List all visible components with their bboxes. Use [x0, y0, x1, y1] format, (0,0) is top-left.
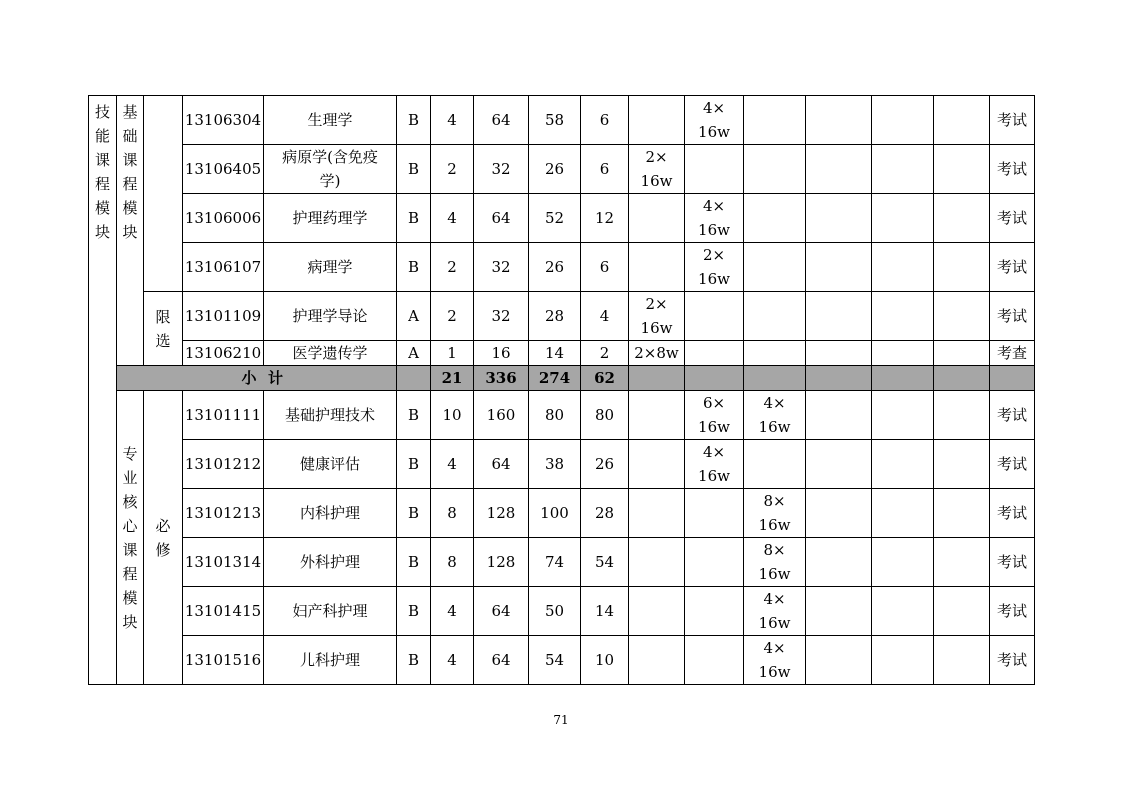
cell-s5	[872, 636, 934, 685]
cell-name: 内科护理	[264, 489, 397, 538]
cell-s3	[744, 243, 806, 292]
cell-practice: 6	[581, 96, 629, 145]
cell-s4	[806, 96, 872, 145]
curriculum-table	[88, 95, 1035, 685]
cell-practice: 14	[581, 587, 629, 636]
cell-hours: 128	[474, 489, 529, 538]
cell-s2	[685, 587, 744, 636]
cell-practice: 10	[581, 636, 629, 685]
cell-name: 护理学导论	[264, 292, 397, 341]
cell-theory: 74	[529, 538, 581, 587]
subtotal-row	[89, 366, 1035, 391]
cell-s1	[629, 587, 685, 636]
cell-cat: B	[397, 636, 431, 685]
cell-hours: 64	[474, 96, 529, 145]
table-row	[89, 341, 1035, 366]
cell-cat: B	[397, 391, 431, 440]
cell-s6	[934, 391, 990, 440]
module-basic-cell: 基 础 课 程 模 块	[117, 96, 144, 366]
cell-name: 医学遗传学	[264, 341, 397, 366]
cell-s6	[934, 636, 990, 685]
cell-s5	[872, 538, 934, 587]
cell-s3	[744, 96, 806, 145]
cell-practice: 28	[581, 489, 629, 538]
cell-exam: 考试	[990, 96, 1035, 145]
cell-exam: 考试	[990, 292, 1035, 341]
cell-s6	[934, 440, 990, 489]
subtotal-cat	[397, 366, 431, 391]
cell-cat: B	[397, 440, 431, 489]
cell-name: 儿科护理	[264, 636, 397, 685]
cell-hours: 64	[474, 587, 529, 636]
cell-code: 13101415	[183, 587, 264, 636]
cell-theory: 50	[529, 587, 581, 636]
cell-s2	[685, 538, 744, 587]
cell-s4	[806, 292, 872, 341]
cell-theory: 54	[529, 636, 581, 685]
subtotal-hours: 336	[474, 366, 529, 391]
cell-s5	[872, 292, 934, 341]
cell-s1	[629, 538, 685, 587]
cell-code: 13106107	[183, 243, 264, 292]
cell-credits: 4	[431, 636, 474, 685]
cell-credits: 2	[431, 243, 474, 292]
cell-practice: 2	[581, 341, 629, 366]
cell-s2	[685, 489, 744, 538]
cell-s4	[806, 243, 872, 292]
cell-hours: 128	[474, 538, 529, 587]
cell-s5	[872, 96, 934, 145]
cell-hours: 64	[474, 440, 529, 489]
cell-practice: 12	[581, 194, 629, 243]
cell-hours: 16	[474, 341, 529, 366]
subtotal-theory: 274	[529, 366, 581, 391]
cell-s2	[685, 636, 744, 685]
table-row	[89, 194, 1035, 243]
cell-hours: 160	[474, 391, 529, 440]
cell-exam: 考试	[990, 145, 1035, 194]
cell-s4	[806, 440, 872, 489]
cell-cat: B	[397, 243, 431, 292]
cell-theory: 100	[529, 489, 581, 538]
cell-theory: 80	[529, 391, 581, 440]
cell-s4	[806, 636, 872, 685]
cell-s3: 4× 16w	[744, 636, 806, 685]
cell-s2: 2× 16w	[685, 243, 744, 292]
cell-s6	[934, 194, 990, 243]
cell-credits: 8	[431, 538, 474, 587]
cell-s3: 8× 16w	[744, 538, 806, 587]
cell-credits: 4	[431, 96, 474, 145]
cell-exam: 考试	[990, 636, 1035, 685]
cell-s4	[806, 538, 872, 587]
cell-s1	[629, 440, 685, 489]
cell-code: 13101213	[183, 489, 264, 538]
cell-exam: 考试	[990, 538, 1035, 587]
cell-cat: B	[397, 194, 431, 243]
cell-s5	[872, 587, 934, 636]
cell-code: 13101314	[183, 538, 264, 587]
cell-s4	[806, 145, 872, 194]
cell-credits: 2	[431, 145, 474, 194]
cell-exam: 考试	[990, 243, 1035, 292]
cell-theory: 28	[529, 292, 581, 341]
cell-exam: 考试	[990, 489, 1035, 538]
cell-credits: 1	[431, 341, 474, 366]
cell-exam: 考试	[990, 194, 1035, 243]
cell-s6	[934, 96, 990, 145]
type-required-cell: 必 修	[144, 391, 183, 685]
cell-hours: 64	[474, 194, 529, 243]
cell-s1: 2× 16w	[629, 292, 685, 341]
cell-credits: 4	[431, 440, 474, 489]
cell-cat: B	[397, 489, 431, 538]
cell-exam: 考试	[990, 587, 1035, 636]
table-row	[89, 538, 1035, 587]
cell-s5	[872, 489, 934, 538]
cell-s4	[806, 341, 872, 366]
cell-s5	[872, 341, 934, 366]
type-elective-cell: 限 选	[144, 292, 183, 366]
cell-name: 病理学	[264, 243, 397, 292]
cell-theory: 14	[529, 341, 581, 366]
cell-practice: 6	[581, 243, 629, 292]
cell-s1	[629, 636, 685, 685]
cell-practice: 4	[581, 292, 629, 341]
cell-practice: 80	[581, 391, 629, 440]
cell-practice: 26	[581, 440, 629, 489]
table-row	[89, 391, 1035, 440]
cell-s4	[806, 489, 872, 538]
module-core-cell: 专 业 核 心 课 程 模 块	[117, 391, 144, 685]
cell-exam: 考试	[990, 440, 1035, 489]
subtotal-label: 小 计	[117, 366, 397, 391]
cell-hours: 64	[474, 636, 529, 685]
cell-credits: 10	[431, 391, 474, 440]
cell-s1	[629, 96, 685, 145]
cell-name: 健康评估	[264, 440, 397, 489]
cell-s6	[934, 341, 990, 366]
cell-s6	[934, 587, 990, 636]
cell-s2: 6× 16w	[685, 391, 744, 440]
cell-theory: 26	[529, 145, 581, 194]
cell-s3	[744, 440, 806, 489]
cell-theory: 52	[529, 194, 581, 243]
table-row	[89, 145, 1035, 194]
cell-practice: 54	[581, 538, 629, 587]
cell-cat: B	[397, 145, 431, 194]
cell-s3: 4× 16w	[744, 391, 806, 440]
cell-theory: 58	[529, 96, 581, 145]
cell-code: 13101111	[183, 391, 264, 440]
cell-name: 基础护理技术	[264, 391, 397, 440]
cell-theory: 26	[529, 243, 581, 292]
subtotal-practice: 62	[581, 366, 629, 391]
cell-cat: A	[397, 292, 431, 341]
cell-s6	[934, 145, 990, 194]
cell-s5	[872, 440, 934, 489]
cell-s3	[744, 145, 806, 194]
cell-s1: 2×8w	[629, 341, 685, 366]
cell-s4	[806, 391, 872, 440]
module-l1-cell: 技 能 课 程 模 块	[89, 96, 117, 685]
cell-exam: 考查	[990, 341, 1035, 366]
cell-credits: 2	[431, 292, 474, 341]
cell-s3	[744, 292, 806, 341]
cell-s2: 4× 16w	[685, 194, 744, 243]
cell-s1: 2× 16w	[629, 145, 685, 194]
cell-s3: 8× 16w	[744, 489, 806, 538]
table-row	[89, 587, 1035, 636]
cell-cat: B	[397, 96, 431, 145]
cell-hours: 32	[474, 145, 529, 194]
cell-s2	[685, 145, 744, 194]
cell-s2	[685, 341, 744, 366]
cell-code: 13101516	[183, 636, 264, 685]
cell-hours: 32	[474, 292, 529, 341]
table-row	[89, 96, 1035, 145]
cell-code: 13106006	[183, 194, 264, 243]
cell-theory: 38	[529, 440, 581, 489]
cell-name: 生理学	[264, 96, 397, 145]
table-row	[89, 292, 1035, 341]
cell-s3	[744, 194, 806, 243]
cell-s3	[744, 341, 806, 366]
subtotal-credits: 21	[431, 366, 474, 391]
cell-s1	[629, 489, 685, 538]
cell-s5	[872, 145, 934, 194]
cell-s2: 4× 16w	[685, 440, 744, 489]
cell-exam: 考试	[990, 391, 1035, 440]
cell-s6	[934, 489, 990, 538]
cell-cat: A	[397, 341, 431, 366]
cell-s1	[629, 243, 685, 292]
cell-name: 妇产科护理	[264, 587, 397, 636]
cell-code: 13106304	[183, 96, 264, 145]
cell-s5	[872, 391, 934, 440]
type-cell-empty	[144, 96, 183, 292]
cell-name: 外科护理	[264, 538, 397, 587]
cell-code: 13106405	[183, 145, 264, 194]
cell-credits: 4	[431, 587, 474, 636]
cell-cat: B	[397, 587, 431, 636]
cell-s4	[806, 194, 872, 243]
cell-hours: 32	[474, 243, 529, 292]
cell-credits: 4	[431, 194, 474, 243]
cell-code: 13101109	[183, 292, 264, 341]
cell-s5	[872, 243, 934, 292]
cell-s2	[685, 292, 744, 341]
cell-s5	[872, 194, 934, 243]
page-number: 71	[553, 713, 569, 727]
cell-s6	[934, 538, 990, 587]
cell-s2: 4× 16w	[685, 96, 744, 145]
table-row	[89, 243, 1035, 292]
cell-cat: B	[397, 538, 431, 587]
cell-name: 病原学(含免疫 学)	[264, 145, 397, 194]
cell-s6	[934, 292, 990, 341]
table-row	[89, 489, 1035, 538]
cell-code: 13101212	[183, 440, 264, 489]
cell-s1	[629, 391, 685, 440]
cell-name: 护理药理学	[264, 194, 397, 243]
table-row	[89, 636, 1035, 685]
cell-s1	[629, 194, 685, 243]
cell-s4	[806, 587, 872, 636]
cell-credits: 8	[431, 489, 474, 538]
cell-code: 13106210	[183, 341, 264, 366]
cell-s3: 4× 16w	[744, 587, 806, 636]
cell-s6	[934, 243, 990, 292]
table-row	[89, 440, 1035, 489]
cell-practice: 6	[581, 145, 629, 194]
